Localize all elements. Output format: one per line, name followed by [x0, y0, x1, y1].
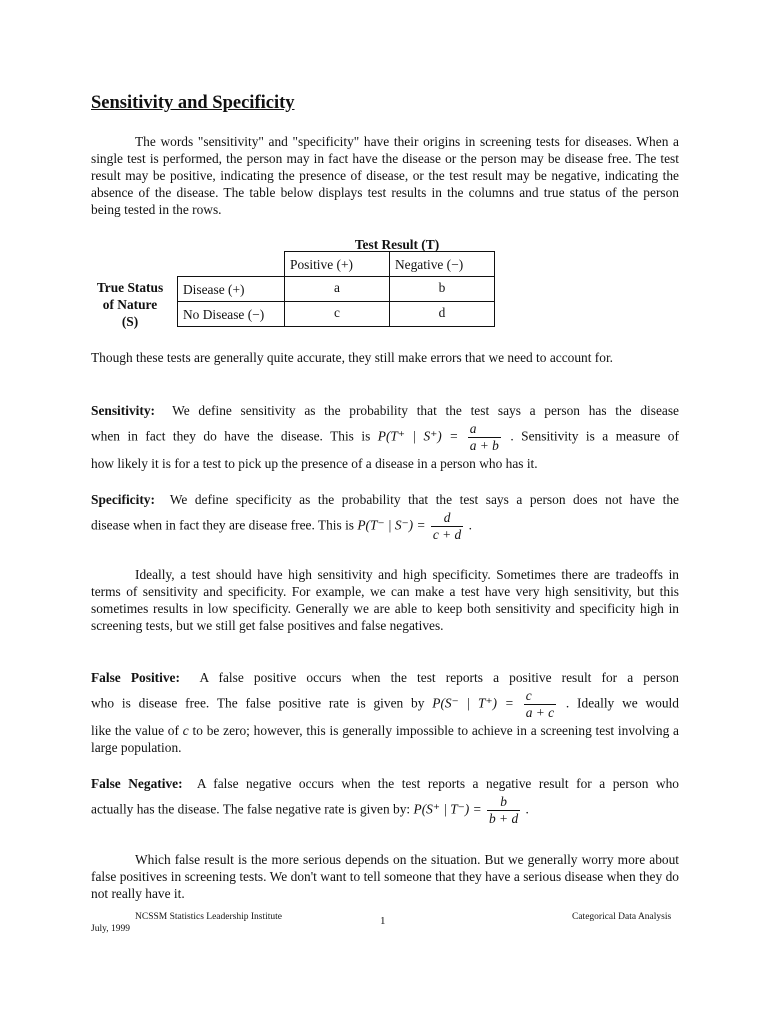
contingency-table	[177, 251, 495, 327]
footer-institute: NCSSM Statistics Leadership Institute	[135, 912, 282, 922]
false-negative-section	[91, 775, 679, 827]
false-negative-text-3: .	[525, 801, 529, 817]
false-positive-numerator: c	[525, 688, 532, 703]
col-negative: Negative (−)	[390, 252, 495, 277]
row-label-2: of Nature	[102, 297, 158, 312]
false-positive-var-c: c	[182, 723, 189, 738]
row-label-3: (S)	[121, 314, 139, 329]
table-row	[178, 277, 495, 302]
row-disease: Disease (+)	[178, 277, 285, 302]
specificity-fraction	[431, 510, 463, 543]
intro-paragraph: The words "sensitivity" and "specificity" have their origins in screening tests for diseases. When a single test is performed, the person may in fact have the disease or the person may be disease free. The test result may be positive, indicating the presence of disease, or the test result may be negative, indicating the absence of the disease. The table below displays test results in the columns and true status of the person being tested in the rows.	[91, 134, 679, 217]
false-positive-denominator: a + c	[525, 705, 555, 720]
false-negative-fraction	[487, 794, 520, 827]
specificity-label: Specificity:	[91, 492, 155, 507]
false-negative-label: False Negative:	[91, 776, 183, 791]
cell-c: c	[285, 302, 390, 327]
sensitivity-label: Sensitivity:	[91, 403, 155, 418]
col-positive: Positive (+)	[285, 252, 390, 277]
page-title: Sensitivity and Specificity	[91, 93, 295, 113]
sensitivity-text-3: . Sensitivity is a measure of	[510, 428, 679, 444]
table-row-header	[90, 279, 170, 330]
sensitivity-section	[91, 402, 679, 472]
table-header-row	[178, 252, 495, 277]
specificity-text-1: We define specificity as the probability that the test says a person does not have the	[169, 492, 679, 507]
specificity-text-2: disease when in fact they are disease free. This is	[91, 517, 355, 533]
false-positive-text-2: who is disease free. The false positive rate is given by	[91, 695, 425, 711]
specificity-denominator: c + d	[432, 527, 462, 542]
false-positive-label: False Positive:	[91, 670, 180, 685]
specificity-numerator: d	[443, 510, 451, 525]
footer-course: Categorical Data Analysis	[572, 912, 672, 922]
row-no-disease: No Disease (−)	[178, 302, 285, 327]
false-positive-formula: P(S⁻ | T⁺) =	[432, 695, 514, 711]
specificity-text-3: .	[468, 517, 472, 533]
sensitivity-formula: P(T⁺ | S⁺) =	[377, 428, 459, 444]
false-positive-text-4b: to be zero; however, this is generally impossible to achieve in a screening test involving a large population.	[91, 723, 679, 755]
row-label-1: True Status	[96, 280, 164, 295]
specificity-section	[91, 491, 679, 543]
cell-d: d	[390, 302, 495, 327]
accuracy-paragraph: Though these tests are generally quite accurate, they still make errors that we need to account for.	[91, 350, 614, 365]
which-paragraph: Which false result is the more serious depends on the situation. But we generally worry more about false positives in screening tests. We don't want to tell someone that they have a serious disease when they do not really have it.	[91, 852, 679, 901]
ideally-paragraph: Ideally, a test should have high sensitivity and high specificity. Sometimes there are tradeoffs in terms of sensitivity and specificity. For example, we can make a test have very high sensitivity, but this sometimes results in low specificity. Generally we are able to keep both sensitivity and specificity high in screening tests, but we still get false positives and false negatives.	[91, 567, 679, 633]
false-negative-numerator: b	[500, 794, 507, 809]
sensitivity-denominator: a + b	[469, 438, 499, 453]
false-positive-fraction	[524, 688, 556, 721]
sensitivity-numerator: a	[469, 421, 477, 436]
false-positive-text-3: . Ideally we would	[565, 695, 679, 711]
specificity-formula: P(T⁻ | S⁻) =	[357, 517, 426, 533]
table-title: Test Result (T)	[354, 237, 440, 252]
sensitivity-text-2: when in fact they do have the disease. This is	[91, 428, 371, 444]
false-positive-text-4a: like the value of	[91, 723, 179, 738]
table-row	[178, 302, 495, 327]
sensitivity-text-1: We define sensitivity as the probability that the test says a person has the disease	[172, 403, 679, 418]
cell-a: a	[285, 277, 390, 302]
page-number: 1	[380, 915, 386, 927]
false-negative-text-1: A false negative occurs when the test reports a negative result for a person who	[196, 776, 679, 791]
footer-date: July, 1999	[91, 924, 130, 934]
false-positive-section	[91, 669, 679, 756]
false-negative-formula: P(S⁺ | T⁻) =	[413, 801, 482, 817]
cell-b: b	[390, 277, 495, 302]
false-negative-text-2: actually has the disease. The false negative rate is given by:	[91, 801, 411, 817]
table-corner	[178, 252, 285, 277]
false-positive-text-1: A false positive occurs when the test reports a positive result for a person	[199, 670, 679, 685]
false-negative-denominator: b + d	[489, 811, 519, 826]
sensitivity-fraction	[468, 421, 501, 454]
sensitivity-text-4: how likely it is for a test to pick up the presence of a disease in a person who has it.	[91, 456, 538, 471]
